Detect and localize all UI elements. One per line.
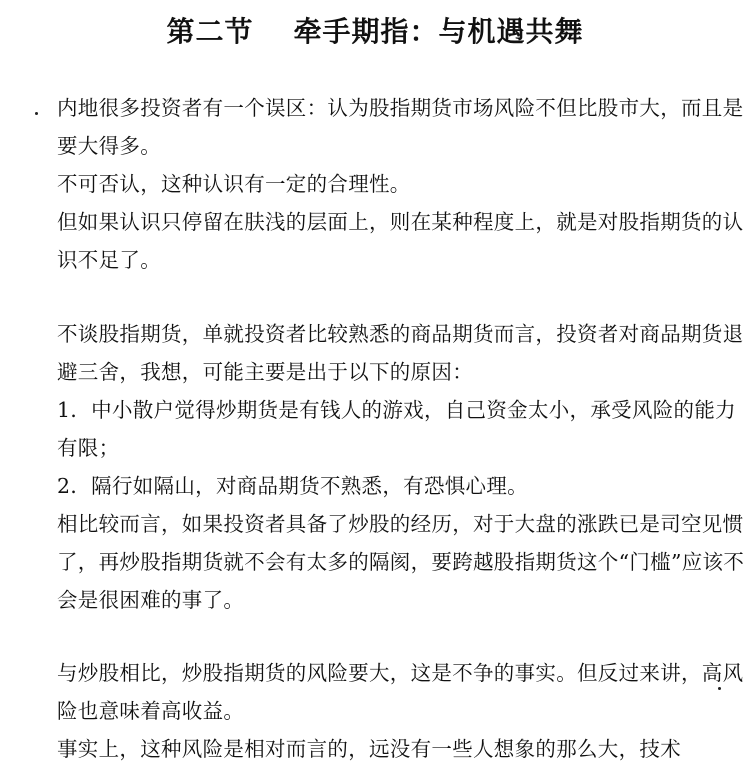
list-item-2: 2．隔行如隔山，对商品期货不熟悉，有恐惧心理。 — [57, 474, 528, 498]
paragraph-2: 不可否认，这种认识有一定的合理性。 — [57, 172, 411, 196]
paragraph-3: 但如果认识只停留在肤浅的层面上，则在某种程度上，就是对股指期货的认识不足了。 — [57, 210, 744, 272]
paragraph-4: 不谈股指期货，单就投资者比较熟悉的商品期货而言，投资者对商品期货退避三舍，我想，可能主要是出于以下的原因： — [57, 322, 744, 384]
list-item-1: 1．中小散户觉得炒期货是有钱人的游戏，自己资金太小，承受风险的能力有限； — [57, 398, 736, 460]
paragraph-6: 与炒股相比，炒股指期货的风险要大，这是不争的事实。但反过来讲，高风险也意味着高收益。 — [57, 661, 744, 723]
paragraph-1: 内地很多投资者有一个误区：认为股指期货市场风险不但比股市大，而且是要大得多。 — [57, 96, 744, 158]
section-number: 第二节 — [166, 15, 254, 48]
paragraph-5: 相比较而言，如果投资者具备了炒股的经历，对于大盘的涨跌已是司空见惯了，再炒股指期货就不会有太多的隔阂，要跨越股指期货这个“门槛”应该不会是很困难的事了。 — [57, 512, 745, 612]
section-heading: 牵手期指：与机遇共舞 — [293, 15, 584, 48]
paragraph-7: 事实上，这种风险是相对而言的，远没有一些人想象的那么大，技术 — [57, 737, 681, 761]
section-title — [0, 12, 750, 52]
